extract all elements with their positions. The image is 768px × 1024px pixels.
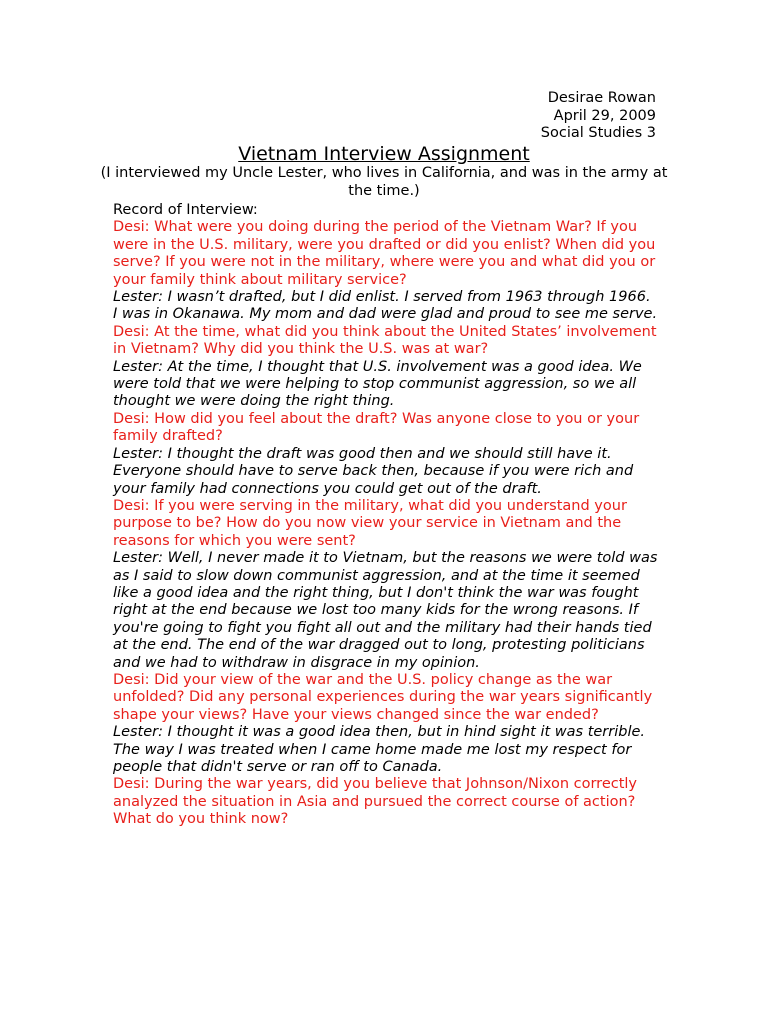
course-name: Social Studies 3 xyxy=(540,125,656,141)
interview-answer: Lester: At the time, I thought that U.S. involvement was a good idea. We were told that we were helping to stop communist aggression, so we all thought we were doing the right thing. xyxy=(113,358,642,410)
interview-question: Desi: If you were serving in the military, what did you understand your purpose to be? How do you now view your service in Vietnam and the reasons for which you were sent? xyxy=(113,497,627,549)
document-title: Vietnam Interview Assignment xyxy=(238,143,530,165)
interview-question: Desi: Did your view of the war and the U.S. policy change as the war unfolded? Did any personal experiences during the war years significantly shape your views? Have your views changed since the war ended? xyxy=(113,671,653,723)
record-label: Record of Interview: xyxy=(113,202,258,218)
interview-question: Desi: What were you doing during the period of the Vietnam War? If you were in the U.S. military, were you drafted or did you enlist? When did you serve? If you were not in the military, where were you and what did you or your family think about military service? xyxy=(113,219,656,288)
author-name: Desirae Rowan xyxy=(547,90,656,106)
interview-answer: Lester: I thought it was a good idea then, but in hind sight it was terrible. The way I was treated when I came home made me lost my respect for people that didn't serve or ran off to Canada. xyxy=(113,724,646,775)
interview-answer: Lester: I wasn’t drafted, but I did enlist. I served from 1963 through 1966. I was in Okanawa. My mom and dad were glad and proud to see me serve. xyxy=(113,289,658,323)
interview-question: Desi: During the war years, did you believe that Johnson/Nixon correctly analyzed the situation in Asia and pursued the correct course of action? What do you think now? xyxy=(113,776,638,828)
document-subtitle: (I interviewed my Uncle Lester, who lives in California, and was in the army at the time.) xyxy=(100,165,668,199)
interview-question: Desi: How did you feel about the draft? Was anyone close to you or your family drafted? xyxy=(113,410,640,445)
assignment-date: April 29, 2009 xyxy=(553,107,656,124)
interview-question: Desi: At the time, what did you think about the United States’ involvement in Vietnam? Why did you think the U.S. was at war? xyxy=(113,323,657,358)
interview-answer: Lester: Well, I never made it to Vietnam, but the reasons we were told was as I said to slow down communist aggression, and at the time it seemed like a good idea and the right thing, but I don't think the war was fought right at the end because we lost too many kids for the wrong reasons. If you're going to fight you fight all out and the military had their hands tied at the end. The end of the war dragged out to long, protesting politicians and we had to withdraw in disgrace in my opinion. xyxy=(113,550,658,671)
header-block xyxy=(480,90,656,143)
interview-body xyxy=(113,202,658,829)
interview-answer: Lester: I thought the draft was good then and we should still have it. Everyone should have to serve back then, because if you were rich and your family had connections you could get out of the draft. xyxy=(113,445,634,497)
